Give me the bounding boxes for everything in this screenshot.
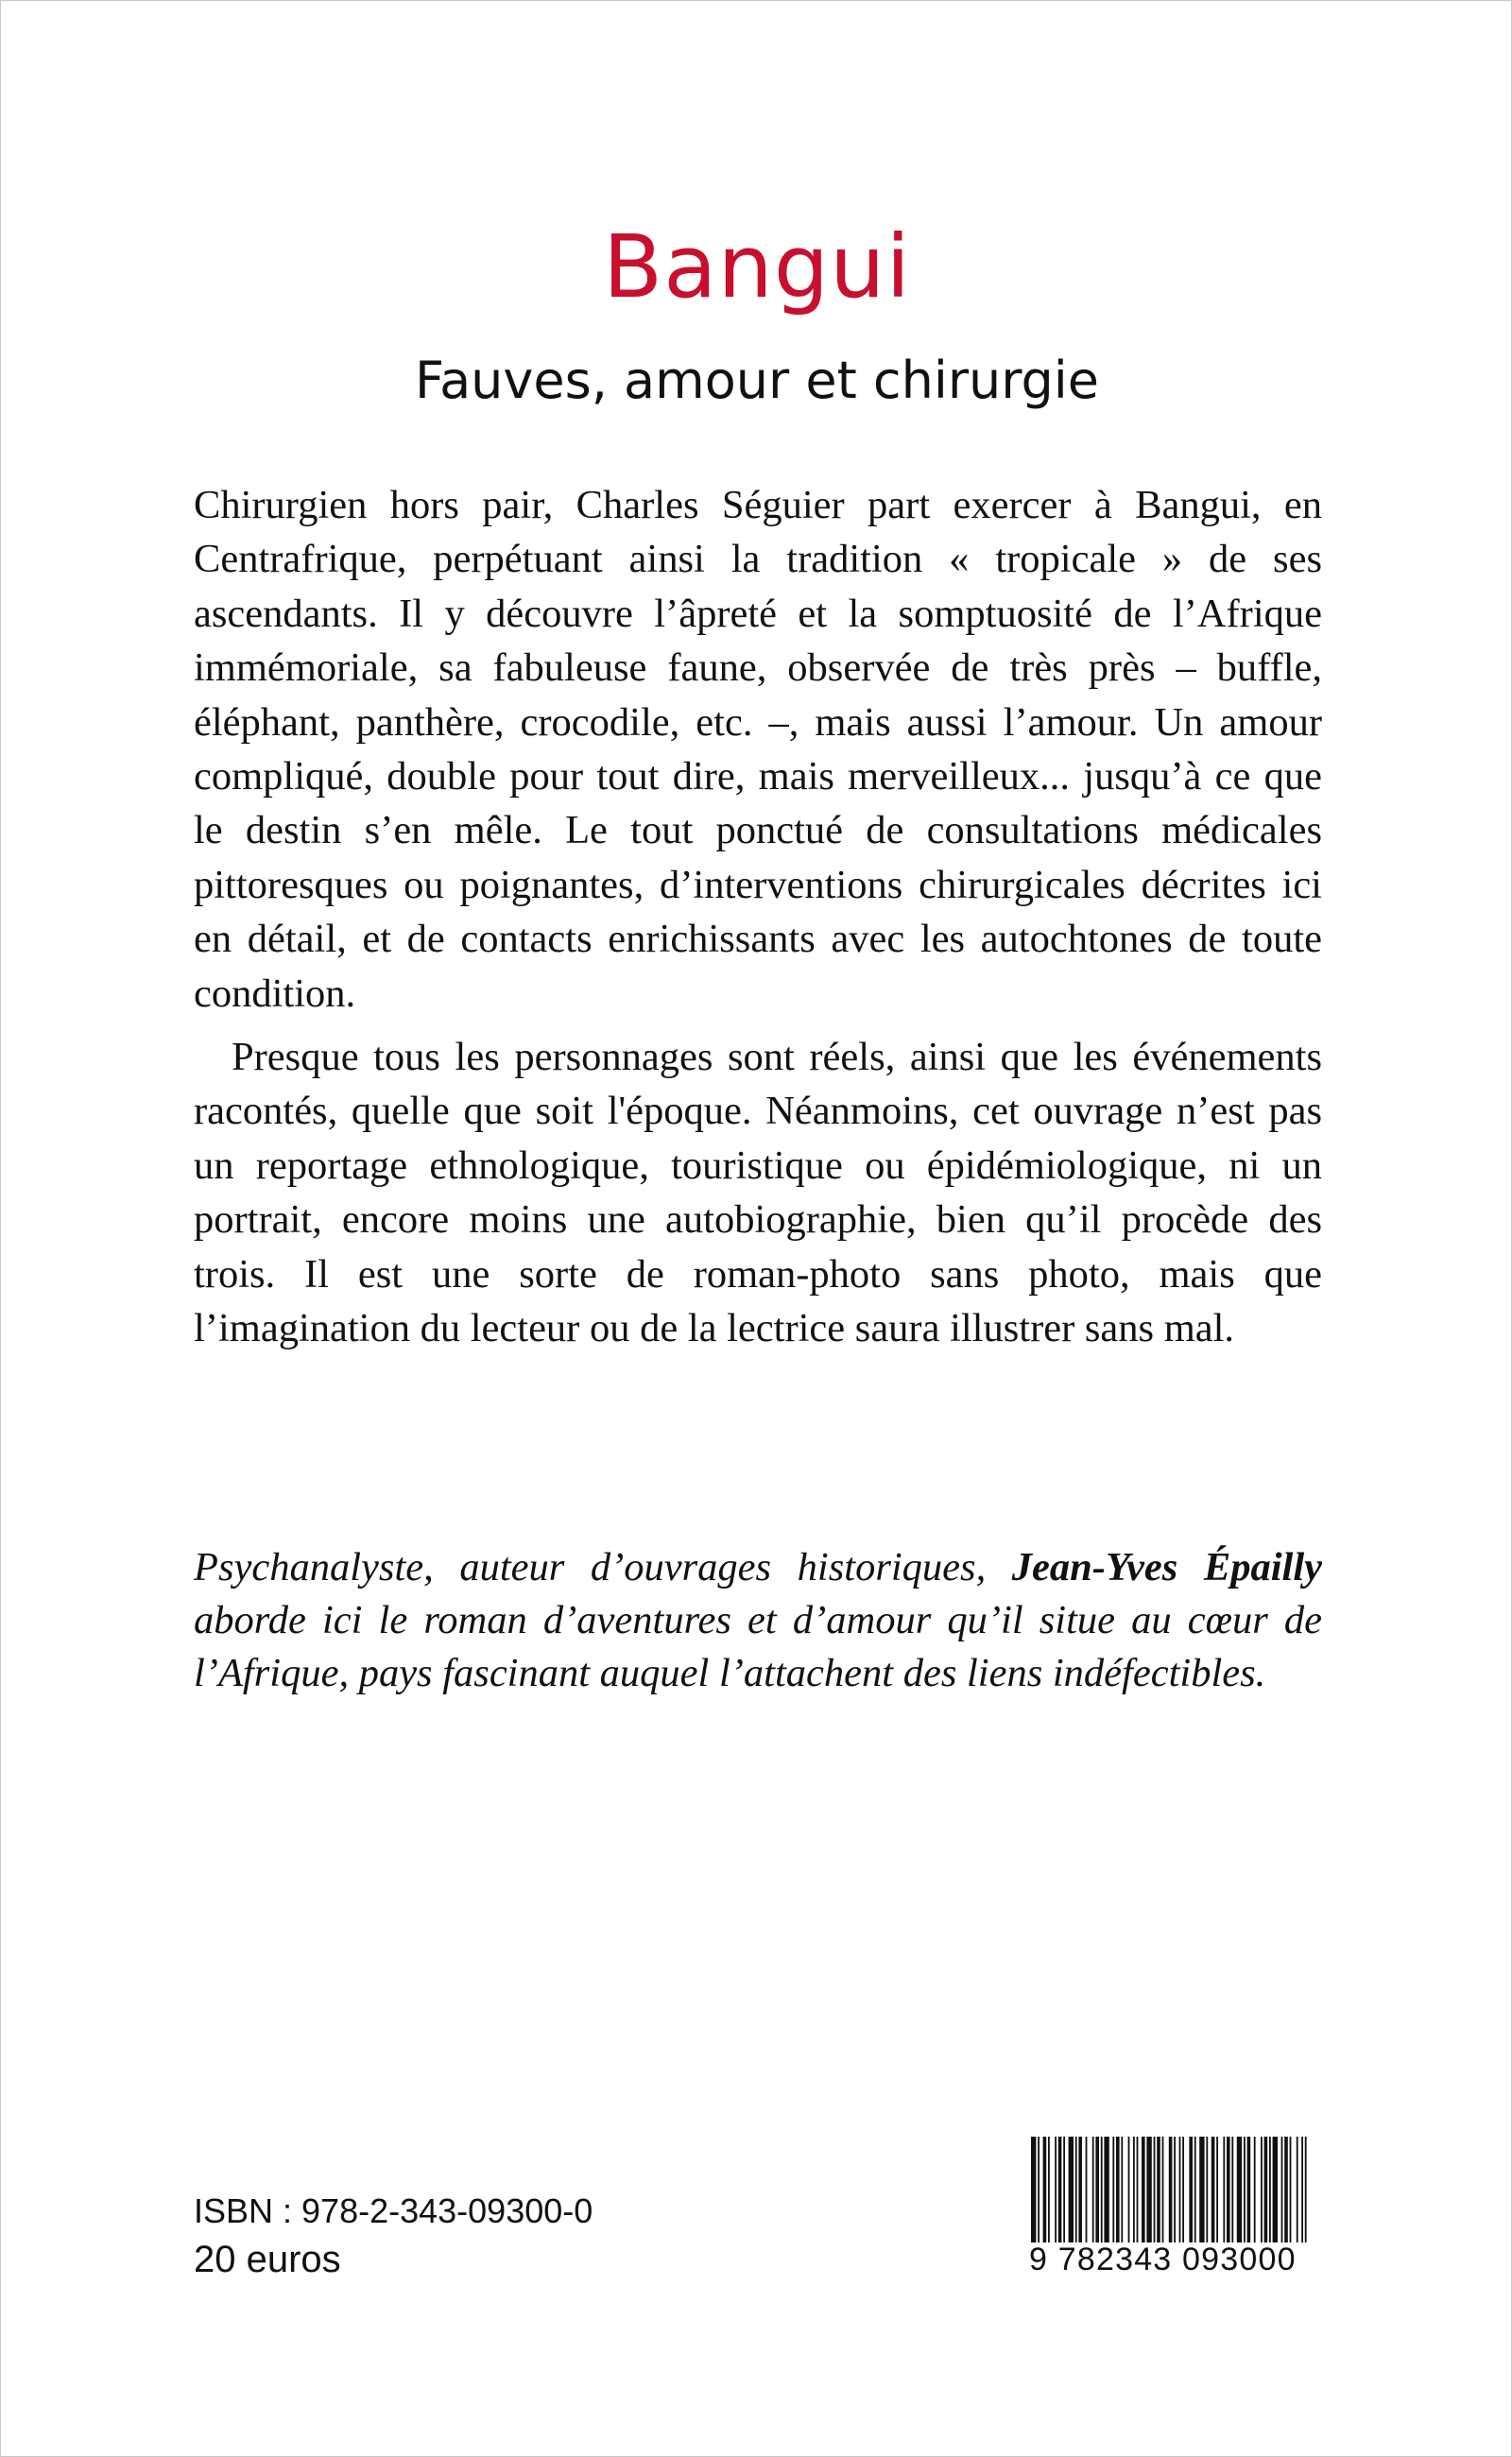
barcode-bar [1146, 2137, 1151, 2242]
barcode-bar [1121, 2137, 1123, 2242]
barcode-bar [1154, 2137, 1156, 2242]
barcode-bar [1069, 2137, 1074, 2242]
author-bio [194, 1541, 1322, 1700]
barcode-digits: 9 782343 093000 [1029, 2242, 1297, 2277]
barcode-bar [1227, 2137, 1230, 2242]
book-title: Bangui [602, 216, 912, 318]
barcode-bar [1261, 2137, 1263, 2242]
barcode-bar [1305, 2137, 1307, 2242]
bio-rest: aborde ici le roman d’aventures et d’amour qu’il situe au cœur de l’Afrique, pays fascinant auquel l’attachent des liens indéfectibles. [194, 1598, 1322, 1695]
barcode-bar [1247, 2137, 1251, 2242]
blurb-paragraph-1: Chirurgien hors pair, Charles Séguier part exercer à Bangui, en Centrafrique, perpétuant ainsi la tradition « tropicale » de ses ascendants. Il y découvre l’âpreté et la somptuosité de l’Afrique immémoriale, sa fabuleuse faune, observée de très près – buffle, éléphant, panthère, crocodile, etc. –, mais aussi l’amour. Un amour compliqué, double pour tout dire, mais merveilleux... jusqu’à ce que le destin s’en mêle. Le tout ponctué de consultations médicales pittoresques ou poignantes, d’interventions chirurgicales décrites ici en détail, et de contacts enrichissants avec les autochtones de toute condition. [194, 483, 1322, 1016]
barcode-bar [1112, 2137, 1114, 2242]
barcode-bar [1179, 2137, 1181, 2242]
barcode-bar [1284, 2137, 1288, 2242]
barcode-bar [1055, 2137, 1057, 2242]
barcode-bar [1269, 2137, 1271, 2242]
barcode-bar [1137, 2137, 1139, 2242]
barcode-bar [1194, 2137, 1196, 2242]
barcode-bar [1142, 2137, 1145, 2242]
barcode-bar [1237, 2137, 1242, 2242]
blurb [194, 478, 1322, 1356]
barcode-bar [1254, 2137, 1256, 2242]
price: 20 euros [194, 2239, 341, 2280]
barcode-bar [1128, 2137, 1130, 2242]
barcode-bar [1273, 2137, 1278, 2242]
barcode-bar [1063, 2137, 1065, 2242]
isbn: ISBN : 978-2-343-09300-0 [194, 2191, 593, 2230]
barcode-bar [1182, 2137, 1184, 2242]
bio-intro: Psychanalyste, auteur d’ouvrages historiques, [194, 1545, 1012, 1589]
barcode-bar [1174, 2137, 1176, 2242]
barcode-bar [1078, 2137, 1082, 2242]
author-name: Jean-Yves Épailly [1011, 1545, 1322, 1589]
barcode-bar [1157, 2137, 1160, 2242]
barcode-bar [1169, 2137, 1173, 2242]
barcode-bar [1231, 2137, 1233, 2242]
barcode-bar [1199, 2137, 1204, 2242]
barcode-bar [1038, 2137, 1040, 2242]
barcode-bar [1281, 2137, 1283, 2242]
barcode-bar [1101, 2137, 1103, 2242]
barcode-bar [1058, 2137, 1062, 2242]
barcode-bar [1095, 2137, 1099, 2242]
barcode-bar [1104, 2137, 1108, 2242]
barcode-bar [1264, 2137, 1268, 2242]
barcode-bar [1116, 2137, 1120, 2242]
barcode-bar [1301, 2137, 1303, 2242]
barcode-bar [1092, 2137, 1094, 2242]
barcode-bar [1206, 2137, 1208, 2242]
barcode-bar [1244, 2137, 1246, 2242]
barcode-bar [1297, 2137, 1298, 2242]
barcode-bar [1290, 2137, 1292, 2242]
blurb-paragraph-2: Presque tous les personnages sont réels, ainsi que les événements racontés, quelle que soit l'époque. Néanmoins, cet ouvrage n’est pas un reportage ethnologique, touristique ou épidémiologique, ni un portrait, encore moins une autobiographie, bien qu’il procède des trois. Il est une sorte de roman-photo sans photo, mais que l’imagination du lecteur ou de la lectrice saura illustrer sans mal. [194, 1035, 1322, 1351]
barcode-bar [1189, 2137, 1193, 2242]
barcode-bar [1048, 2137, 1050, 2242]
barcode-bar [1031, 2137, 1036, 2242]
barcode-bar [1133, 2137, 1135, 2242]
barcode-bar [1075, 2137, 1077, 2242]
barcode-bar [1043, 2137, 1047, 2242]
barcode-bar [1223, 2137, 1225, 2242]
barcode-bar [1211, 2137, 1215, 2242]
barcode-bar [1216, 2137, 1218, 2242]
barcode-bar [1086, 2137, 1088, 2242]
book-subtitle: Fauves, amour et chirurgie [414, 351, 1100, 410]
barcode-bar [1162, 2137, 1164, 2242]
barcode-bars [1029, 2137, 1313, 2242]
